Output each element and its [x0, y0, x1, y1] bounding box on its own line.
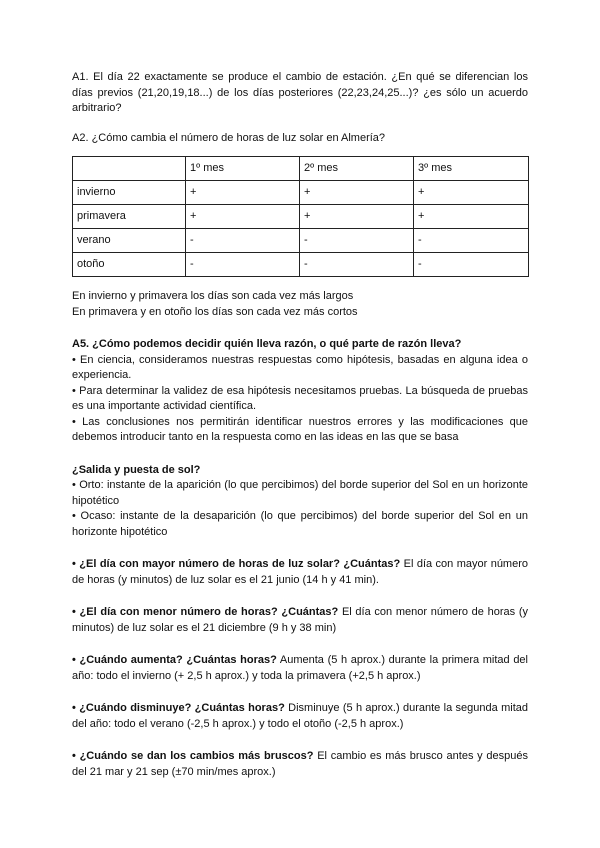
table-cell: - [414, 229, 529, 253]
qa-answer: Disminuye (5 h aprox.) durante la segunda mitad del año: todo el verano (-2,5 h aprox.) y todo el otoño (-2,5 h aprox.) [72, 702, 528, 730]
a5-heading-text: A5. ¿Cómo podemos decidir quién lleva razón, o qué parte de razón lleva? [72, 338, 462, 350]
season-cell: otoño [73, 253, 186, 277]
season-cell: invierno [73, 181, 186, 205]
a5-bullet: • En ciencia, consideramos nuestras respuestas como hipótesis, basadas en alguna idea o experiencia. [72, 353, 528, 381]
table-cell: + [186, 205, 300, 229]
question-a1: A1. El día 22 exactamente se produce el cambio de estación. ¿En qué se diferencian los días previos (21,20,19,18...) de los días posteriores (22,23,24,25...)? ¿es sólo un acuerdo arbitrario? [72, 71, 528, 114]
table-cell: + [300, 181, 414, 205]
table-cell: + [186, 181, 300, 205]
qa-item [72, 653, 528, 684]
qa-question: • ¿El día con mayor número de horas de luz solar? ¿Cuántas? [72, 558, 401, 570]
season-cell: primavera [73, 205, 186, 229]
a2-note: En invierno y primavera los días son cada vez más largos [72, 290, 354, 302]
table-cell: - [186, 253, 300, 277]
table-row [73, 253, 529, 277]
table-cell: + [300, 205, 414, 229]
qa-answer: El cambio es más brusco antes y después del 21 mar y 21 sep (±70 min/mes aprox.) [72, 750, 528, 778]
table-row [73, 205, 529, 229]
table-header-cell: 3º mes [414, 157, 529, 181]
table-header-cell [73, 157, 186, 181]
qa-answer: Aumenta (5 h aprox.) durante la primera mitad del año: todo el invierno (+ 2,5 h aprox.) y toda la primavera (+2,5 h aprox.) [72, 654, 528, 682]
qa-item [72, 557, 528, 588]
question-a2: A2. ¿Cómo cambia el número de horas de luz solar en Almería? [72, 131, 386, 144]
table-cell: - [300, 253, 414, 277]
qa-question: • ¿Cuándo disminuye? ¿Cuántas horas? [72, 702, 285, 714]
qa-answer: El día con mayor número de horas (y minutos) de luz solar es el 21 junio (14 h y 41 min). [72, 558, 528, 586]
qa-item [72, 749, 528, 780]
qa-answer: El día con menor número de horas (y minutos) de luz solar es el 21 diciembre (9 h y 38 min) [72, 606, 528, 634]
sun-heading-text: ¿Salida y puesta de sol? [72, 463, 201, 476]
table-cell: - [414, 253, 529, 277]
qa-question: • ¿Cuándo se dan los cambios más bruscos? [72, 750, 314, 762]
a5-bullet: • Para determinar la validez de esa hipótesis necesitamos pruebas. La búsqueda de pruebas es una importante actividad científica. [72, 384, 528, 412]
document-content [72, 70, 528, 780]
sun-bullet: • Orto: instante de la aparición (lo que percibimos) del borde superior del Sol en un horizonte hipotético [72, 479, 528, 507]
a5-bullet: • Las conclusiones nos permitirán identificar nuestros errores y las modificaciones que debemos introducir tanto en la respuesta como en las ideas en las que se basa [72, 415, 528, 443]
section-heading-a5 [72, 337, 528, 353]
table-row [73, 181, 529, 205]
qa-question: • ¿Cuándo aumenta? ¿Cuántas horas? [72, 654, 277, 666]
table-header-cell: 2º mes [300, 157, 414, 181]
table-header-row [73, 157, 529, 181]
qa-item [72, 701, 528, 732]
sun-bullet: • Ocaso: instante de la desaparición (lo que percibimos) del borde superior del Sol en un horizonte hipotético [72, 510, 528, 538]
table-header-cell: 1º mes [186, 157, 300, 181]
hours-table [72, 156, 529, 277]
table-cell: - [186, 229, 300, 253]
table-cell: - [300, 229, 414, 253]
section-heading-sun [72, 463, 528, 479]
table-row [73, 229, 529, 253]
qa-question: • ¿El día con menor número de horas? ¿Cuántas? [72, 606, 339, 618]
qa-item [72, 605, 528, 636]
season-cell: verano [73, 229, 186, 253]
a2-note: En primavera y en otoño los días son cada vez más cortos [72, 305, 358, 318]
table-cell: + [414, 181, 529, 205]
table-cell: + [414, 205, 529, 229]
